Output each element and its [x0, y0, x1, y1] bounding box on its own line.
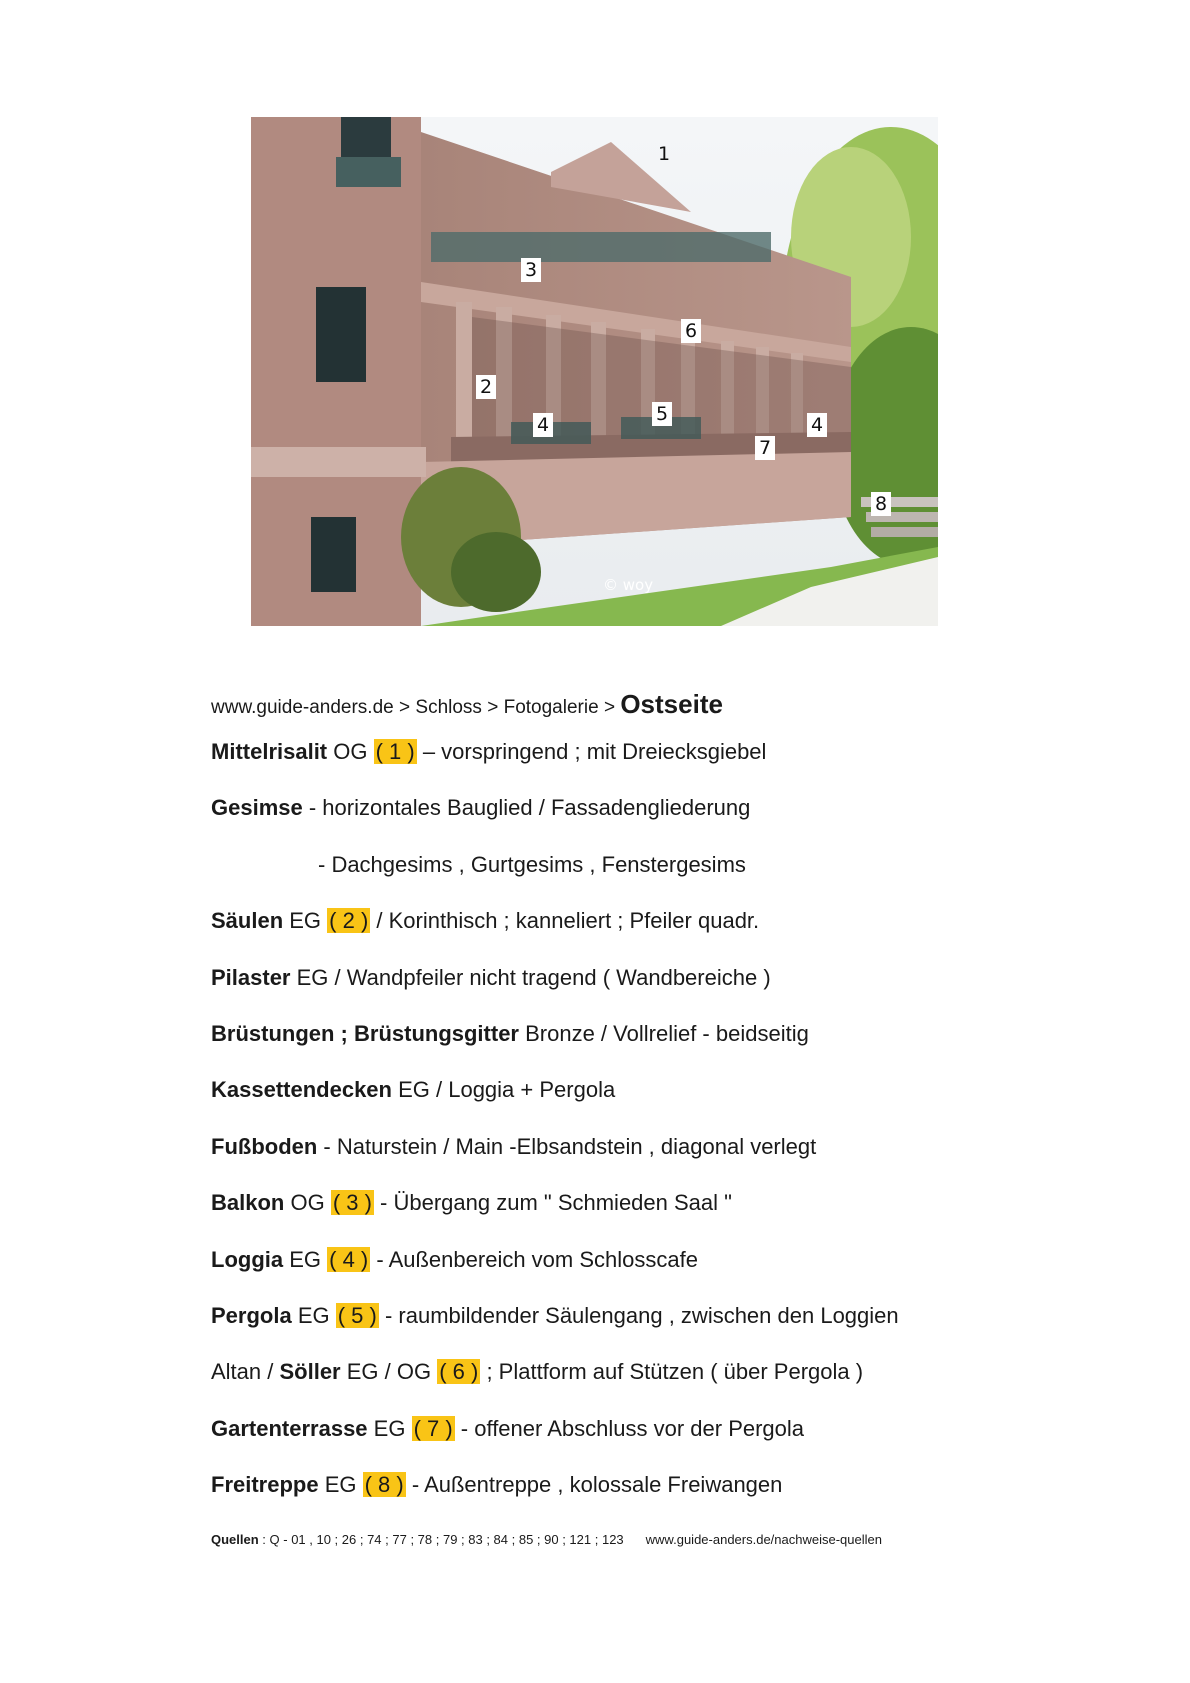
sources-footer — [211, 1532, 882, 1547]
glossary-term: Gesimse — [211, 795, 303, 821]
glossary-marker-ref: ( 1 ) — [375, 739, 415, 764]
marker-5: 5 — [652, 402, 672, 426]
glossary-text: EG / Wandpfeiler nicht tragend ( Wandbereiche ) — [290, 964, 771, 990]
glossary-marker-ref: ( 4 ) — [329, 1246, 369, 1272]
glossary-term: Loggia — [211, 1246, 284, 1272]
glossary-line — [211, 1232, 991, 1288]
glossary-text: Bronze / Vollrelief - beidseitig — [519, 1020, 809, 1046]
glossary-line — [211, 950, 991, 1006]
marker-7: 7 — [755, 436, 775, 460]
glossary-text: OG — [284, 1190, 331, 1216]
glossary-marker-ref: ( 2 ) — [329, 908, 369, 934]
glossary-lead-text: Altan / — [211, 1359, 280, 1385]
glossary-text: EG / Loggia + Pergola — [391, 1077, 616, 1103]
glossary-term: Gartenterrasse — [211, 1415, 368, 1441]
glossary-term: Söller — [279, 1359, 341, 1385]
glossary-marker-ref: ( 5 ) — [337, 1302, 377, 1328]
glossary-term: Säulen — [211, 908, 284, 934]
glossary-text: - Naturstein / Main -Elbsandstein , diagonal verlegt — [317, 1133, 817, 1159]
breadcrumb-current: Ostseite — [620, 689, 723, 719]
glossary-line — [211, 1344, 991, 1400]
marker-4a: 4 — [533, 413, 553, 437]
glossary-term: Brüstungen ; Brüstungsgitter — [211, 1020, 519, 1046]
glossary-term: Fußboden — [211, 1133, 318, 1159]
glossary-text: EG — [283, 908, 328, 934]
glossary-term: Balkon — [211, 1190, 285, 1216]
building-photo — [251, 117, 938, 626]
glossary-line — [211, 1288, 991, 1344]
breadcrumb-sep: > — [399, 697, 411, 718]
breadcrumb-schloss-link[interactable]: Schloss — [415, 697, 482, 718]
marker-4b: 4 — [807, 413, 827, 437]
breadcrumb-site-link[interactable]: www.guide-anders.de — [211, 697, 394, 718]
glossary-line — [211, 837, 991, 893]
glossary-text: - horizontales Bauglied / Fassadengliederung — [302, 795, 751, 821]
marker-3: 3 — [521, 258, 541, 282]
glossary-text: EG / OG — [340, 1359, 438, 1385]
sources-label: Quellen — [211, 1532, 259, 1547]
glossary-text: EG — [367, 1415, 412, 1441]
glossary-text: EG — [283, 1246, 328, 1272]
glossary-line — [211, 1175, 991, 1231]
glossary-term: Pergola — [211, 1302, 292, 1328]
breadcrumb-sep: > — [603, 697, 616, 718]
glossary-marker-ref: ( 3 ) — [332, 1190, 372, 1216]
glossary-line — [211, 1401, 991, 1457]
marker-6: 6 — [681, 319, 701, 343]
glossary-line — [211, 1457, 991, 1513]
glossary-line — [211, 1119, 991, 1175]
glossary-text: - Außentreppe , kolossale Freiwangen — [405, 1472, 783, 1498]
glossary-term: Kassettendecken — [211, 1077, 392, 1103]
glossary-term: Freitreppe — [211, 1472, 319, 1498]
glossary-text: EG — [318, 1472, 363, 1498]
glossary-term: Mittelrisalit — [211, 739, 328, 764]
glossary-text: - Außenbereich vom Schlosscafe — [370, 1246, 698, 1272]
glossary-list — [211, 724, 991, 1513]
breadcrumb-sep: > — [487, 697, 499, 718]
glossary-text: – vorspringend ; mit Dreiecksgiebel — [416, 739, 767, 764]
breadcrumb-fotogalerie-link[interactable]: Fotogalerie — [503, 697, 599, 718]
photo-copyright: © woy — [603, 576, 654, 594]
sources-url-link[interactable]: www.guide-anders.de/nachweise-quellen — [645, 1532, 882, 1547]
glossary-term: Pilaster — [211, 964, 291, 990]
marker-8: 8 — [871, 492, 891, 516]
facade-illustration — [251, 117, 938, 626]
glossary-marker-ref: ( 8 ) — [364, 1472, 404, 1498]
marker-2: 2 — [476, 375, 496, 399]
glossary-text: - offener Abschluss vor der Pergola — [454, 1415, 805, 1441]
sources-list: : Q - 01 , 10 ; 26 ; 74 ; 77 ; 78 ; 79 ; 83 ; 84 ; 85 ; 90 ; 121 ; 123 — [258, 1532, 624, 1547]
glossary-text: ; Plattform auf Stützen ( über Pergola ) — [480, 1359, 864, 1385]
marker-1: 1 — [658, 143, 671, 165]
glossary-text: EG — [291, 1302, 336, 1328]
glossary-text: / Korinthisch ; kanneliert ; Pfeiler quadr. — [370, 908, 760, 934]
glossary-line — [211, 893, 991, 949]
glossary-text: - Übergang zum " Schmieden Saal " — [373, 1190, 732, 1216]
glossary-text: - Dachgesims , Gurtgesims , Fenstergesims — [318, 851, 746, 877]
glossary-text: OG — [327, 739, 374, 764]
glossary-line — [211, 1062, 991, 1118]
glossary-line — [211, 1006, 991, 1062]
glossary-marker-ref: ( 7 ) — [413, 1415, 453, 1441]
breadcrumb — [211, 684, 991, 724]
glossary-line — [211, 780, 991, 836]
glossary-line — [211, 724, 991, 780]
text-content — [211, 684, 991, 1513]
glossary-marker-ref: ( 6 ) — [439, 1359, 479, 1385]
glossary-text: - raumbildender Säulengang , zwischen den Loggien — [378, 1302, 899, 1328]
